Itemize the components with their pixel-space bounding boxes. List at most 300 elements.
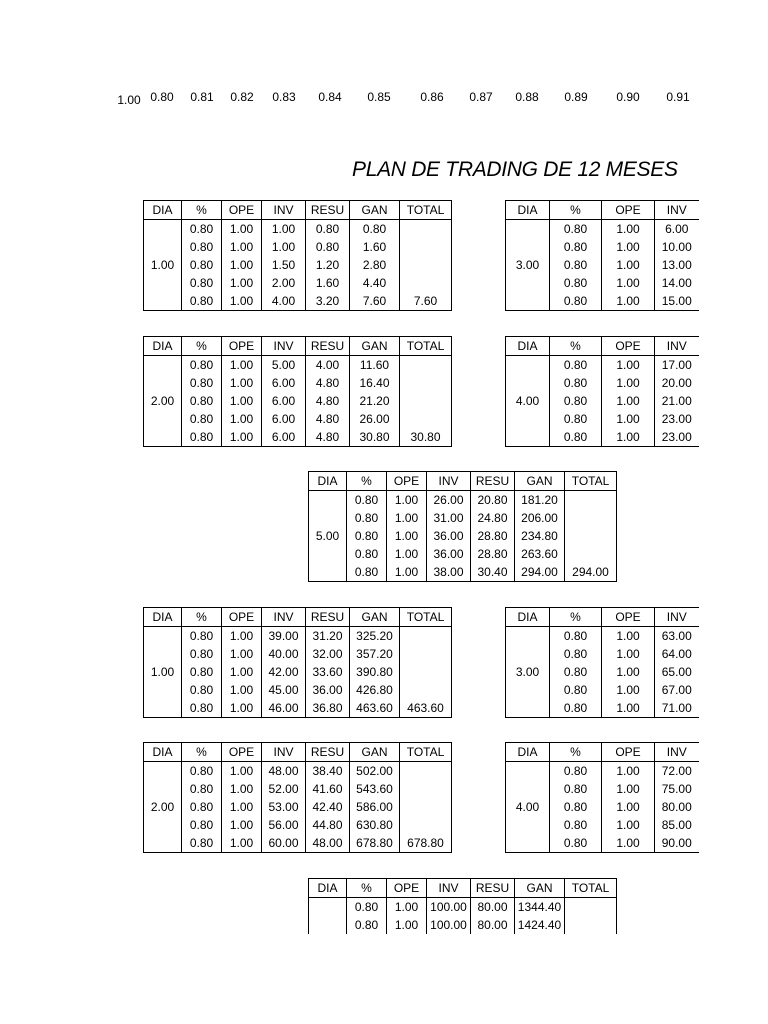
inv-cell: 52.00 — [262, 780, 306, 798]
inv-cell: 36.00 — [427, 545, 471, 563]
ope-cell: 1.00 — [602, 645, 655, 663]
ope-cell: 1.00 — [222, 681, 262, 699]
dia-header: DIA — [506, 608, 550, 627]
inv-cell: 40.00 — [262, 645, 306, 663]
percent-cell: 0.80 — [182, 663, 222, 681]
percent-header: % — [347, 472, 387, 491]
resu-cell: 31.20 — [306, 627, 350, 646]
table-row — [506, 356, 699, 375]
percent-header: % — [347, 879, 387, 898]
gan-cell: 181.20 — [515, 491, 565, 510]
ope-header: OPE — [222, 743, 262, 762]
inv-cell: 36.00 — [427, 527, 471, 545]
ope-cell: 1.00 — [602, 392, 655, 410]
table-header-row — [506, 337, 699, 356]
inv-cell: 53.00 — [262, 798, 306, 816]
dia-cell: 3.00 — [506, 627, 550, 718]
inv-cell: 26.00 — [427, 491, 471, 510]
ope-cell: 1.00 — [222, 699, 262, 718]
trading-table-day-1-a — [143, 200, 452, 311]
resu-cell: 4.80 — [306, 392, 350, 410]
percent-header: % — [550, 201, 602, 220]
ope-cell: 1.00 — [222, 428, 262, 447]
table-header-row — [506, 201, 699, 220]
resu-cell: 4.80 — [306, 374, 350, 392]
percent-cell: 0.80 — [182, 780, 222, 798]
ope-header: OPE — [602, 201, 655, 220]
gan-cell: 543.60 — [350, 780, 400, 798]
ope-cell: 1.00 — [222, 392, 262, 410]
inv-cell: 20.00 — [655, 374, 699, 392]
inv-cell: 6.00 — [262, 410, 306, 428]
total-header: TOTAL — [400, 337, 452, 356]
trading-table-day-3-b — [505, 607, 699, 718]
inv-cell: 56.00 — [262, 816, 306, 834]
dia-cell: 2.00 — [144, 356, 182, 447]
inv-cell: 42.00 — [262, 663, 306, 681]
inv-header: INV — [427, 472, 471, 491]
inv-cell: 17.00 — [655, 356, 699, 375]
table-row — [144, 627, 452, 646]
inv-cell: 65.00 — [655, 663, 699, 681]
percent-cell: 0.80 — [550, 681, 602, 699]
dia-header: DIA — [144, 201, 182, 220]
inv-cell: 13.00 — [655, 256, 699, 274]
percent-header: % — [550, 743, 602, 762]
ope-cell: 1.00 — [602, 274, 655, 292]
total-cell: 7.60 — [400, 220, 452, 311]
resu-cell: 33.60 — [306, 663, 350, 681]
percent-cell: 0.80 — [550, 374, 602, 392]
table-header-row — [309, 879, 617, 898]
ope-cell: 1.00 — [602, 762, 655, 781]
ope-cell: 1.00 — [387, 563, 427, 582]
ope-cell: 1.00 — [387, 898, 427, 917]
table-row — [144, 356, 452, 375]
table-header-row — [144, 608, 452, 627]
trading-table-day-2-b — [143, 742, 452, 853]
ope-cell: 1.00 — [602, 798, 655, 816]
inv-cell: 14.00 — [655, 274, 699, 292]
top-row-value: 1.00 — [117, 93, 141, 107]
dia-cell: 5.00 — [309, 491, 347, 582]
inv-cell: 10.00 — [655, 238, 699, 256]
ope-cell: 1.00 — [602, 627, 655, 646]
percent-cell: 0.80 — [182, 762, 222, 781]
ope-cell: 1.00 — [602, 699, 655, 718]
gan-cell: 678.80 — [350, 834, 400, 853]
ope-cell: 1.00 — [602, 816, 655, 834]
ope-cell: 1.00 — [222, 762, 262, 781]
dia-header: DIA — [144, 743, 182, 762]
percent-cell: 0.80 — [182, 816, 222, 834]
gan-cell: 206.00 — [515, 509, 565, 527]
gan-header: GAN — [350, 201, 400, 220]
gan-header: GAN — [350, 743, 400, 762]
total-header: TOTAL — [565, 472, 617, 491]
ope-cell: 1.00 — [222, 374, 262, 392]
percent-cell: 0.80 — [550, 238, 602, 256]
resu-cell: 36.80 — [306, 699, 350, 718]
percent-cell: 0.80 — [347, 509, 387, 527]
table-header-row — [144, 743, 452, 762]
inv-cell: 1.00 — [262, 220, 306, 239]
table-header-row — [309, 472, 617, 491]
percent-cell: 0.80 — [550, 220, 602, 239]
ope-cell: 1.00 — [222, 834, 262, 853]
percent-cell: 0.80 — [182, 627, 222, 646]
inv-header: INV — [262, 337, 306, 356]
ope-cell: 1.00 — [222, 663, 262, 681]
table-row — [144, 220, 452, 239]
gan-cell: 26.00 — [350, 410, 400, 428]
ope-cell: 1.00 — [222, 780, 262, 798]
gan-cell: 4.40 — [350, 274, 400, 292]
table-row — [506, 627, 699, 646]
gan-cell: 30.80 — [350, 428, 400, 447]
resu-cell: 4.00 — [306, 356, 350, 375]
ope-cell: 1.00 — [602, 238, 655, 256]
gan-cell: 7.60 — [350, 292, 400, 311]
total-cell: 463.60 — [400, 627, 452, 718]
total-header: TOTAL — [400, 201, 452, 220]
inv-header: INV — [655, 743, 699, 762]
percent-cell: 0.80 — [182, 699, 222, 718]
inv-cell: 67.00 — [655, 681, 699, 699]
inv-header: INV — [655, 608, 699, 627]
top-row-value: 0.81 — [190, 90, 214, 104]
gan-cell: 502.00 — [350, 762, 400, 781]
percent-cell: 0.80 — [550, 410, 602, 428]
table-row — [309, 491, 617, 510]
table-header-row — [144, 337, 452, 356]
top-row-value: 0.83 — [272, 90, 296, 104]
inv-cell: 85.00 — [655, 816, 699, 834]
percent-cell: 0.80 — [550, 780, 602, 798]
percent-cell: 0.80 — [347, 545, 387, 563]
percent-cell: 0.80 — [182, 834, 222, 853]
table-header-row — [506, 743, 699, 762]
trading-table-day-4-a — [505, 336, 699, 447]
ope-header: OPE — [222, 608, 262, 627]
percent-cell: 0.80 — [182, 392, 222, 410]
inv-cell: 100.00 — [427, 916, 471, 934]
gan-cell: 11.60 — [350, 356, 400, 375]
gan-cell: 16.40 — [350, 374, 400, 392]
ope-cell: 1.00 — [222, 798, 262, 816]
percent-header: % — [182, 743, 222, 762]
inv-header: INV — [427, 879, 471, 898]
percent-cell: 0.80 — [182, 238, 222, 256]
percent-cell: 0.80 — [347, 491, 387, 510]
top-number-row — [0, 90, 768, 108]
inv-cell: 90.00 — [655, 834, 699, 853]
percent-cell: 0.80 — [550, 392, 602, 410]
gan-cell: 325.20 — [350, 627, 400, 646]
inv-cell: 6.00 — [262, 374, 306, 392]
gan-cell: 294.00 — [515, 563, 565, 582]
ope-header: OPE — [602, 337, 655, 356]
inv-header: INV — [655, 201, 699, 220]
gan-cell: 0.80 — [350, 220, 400, 239]
inv-cell: 80.00 — [655, 798, 699, 816]
ope-header: OPE — [222, 201, 262, 220]
resu-cell: 1.60 — [306, 274, 350, 292]
top-row-value: 0.87 — [469, 90, 493, 104]
resu-cell: 41.60 — [306, 780, 350, 798]
resu-header: RESU — [306, 743, 350, 762]
percent-cell: 0.80 — [182, 798, 222, 816]
resu-cell: 4.80 — [306, 410, 350, 428]
percent-cell: 0.80 — [182, 292, 222, 311]
ope-cell: 1.00 — [222, 410, 262, 428]
ope-cell: 1.00 — [602, 663, 655, 681]
resu-cell: 24.80 — [471, 509, 515, 527]
inv-cell: 21.00 — [655, 392, 699, 410]
percent-cell: 0.80 — [182, 220, 222, 239]
inv-cell: 48.00 — [262, 762, 306, 781]
trading-table-day-1-b — [143, 607, 452, 718]
ope-cell: 1.00 — [222, 816, 262, 834]
ope-cell: 1.00 — [602, 681, 655, 699]
resu-cell: 0.80 — [306, 238, 350, 256]
ope-cell: 1.00 — [222, 256, 262, 274]
resu-cell: 28.80 — [471, 527, 515, 545]
inv-header: INV — [262, 743, 306, 762]
percent-cell: 0.80 — [550, 663, 602, 681]
total-cell: 294.00 — [565, 491, 617, 582]
inv-cell: 31.00 — [427, 509, 471, 527]
dia-header: DIA — [506, 201, 550, 220]
dia-cell: 3.00 — [506, 220, 550, 311]
percent-cell: 0.80 — [550, 256, 602, 274]
percent-cell: 0.80 — [550, 274, 602, 292]
ope-cell: 1.00 — [222, 356, 262, 375]
resu-cell: 38.40 — [306, 762, 350, 781]
dia-cell: 4.00 — [506, 356, 550, 447]
gan-header: GAN — [350, 337, 400, 356]
ope-cell: 1.00 — [602, 220, 655, 239]
dia-cell: 1.00 — [144, 220, 182, 311]
total-header: TOTAL — [400, 743, 452, 762]
inv-cell: 46.00 — [262, 699, 306, 718]
resu-header: RESU — [471, 879, 515, 898]
resu-header: RESU — [306, 201, 350, 220]
ope-cell: 1.00 — [387, 491, 427, 510]
inv-cell: 23.00 — [655, 428, 699, 447]
ope-cell: 1.00 — [602, 428, 655, 447]
percent-cell: 0.80 — [182, 681, 222, 699]
percent-cell: 0.80 — [550, 292, 602, 311]
percent-cell: 0.80 — [182, 645, 222, 663]
gan-cell: 2.80 — [350, 256, 400, 274]
dia-cell: 4.00 — [506, 762, 550, 853]
inv-cell: 6.00 — [262, 428, 306, 447]
percent-cell: 0.80 — [182, 356, 222, 375]
top-row-value: 0.86 — [420, 90, 444, 104]
inv-cell: 45.00 — [262, 681, 306, 699]
dia-header: DIA — [506, 743, 550, 762]
resu-cell: 36.00 — [306, 681, 350, 699]
percent-cell: 0.80 — [550, 762, 602, 781]
ope-cell: 1.00 — [602, 780, 655, 798]
inv-header: INV — [655, 337, 699, 356]
ope-cell: 1.00 — [602, 834, 655, 853]
inv-cell: 2.00 — [262, 274, 306, 292]
percent-header: % — [182, 201, 222, 220]
dia-header: DIA — [144, 337, 182, 356]
gan-header: GAN — [515, 879, 565, 898]
resu-cell: 32.00 — [306, 645, 350, 663]
ope-cell: 1.00 — [602, 410, 655, 428]
resu-header: RESU — [306, 337, 350, 356]
total-cell — [565, 898, 617, 935]
top-row-value: 0.91 — [666, 90, 690, 104]
gan-cell: 586.00 — [350, 798, 400, 816]
percent-cell: 0.80 — [550, 356, 602, 375]
ope-cell: 1.00 — [222, 220, 262, 239]
resu-cell: 1.20 — [306, 256, 350, 274]
percent-header: % — [182, 337, 222, 356]
gan-cell: 1424.40 — [515, 916, 565, 934]
gan-header: GAN — [350, 608, 400, 627]
gan-header: GAN — [515, 472, 565, 491]
percent-cell: 0.80 — [347, 563, 387, 582]
percent-cell: 0.80 — [550, 834, 602, 853]
top-row-value: 0.90 — [616, 90, 640, 104]
inv-header: INV — [262, 608, 306, 627]
inv-cell: 5.00 — [262, 356, 306, 375]
percent-cell: 0.80 — [550, 699, 602, 718]
inv-cell: 4.00 — [262, 292, 306, 311]
percent-header: % — [182, 608, 222, 627]
ope-cell: 1.00 — [387, 527, 427, 545]
gan-cell: 390.80 — [350, 663, 400, 681]
top-row-value: 0.88 — [515, 90, 539, 104]
total-cell: 678.80 — [400, 762, 452, 853]
resu-cell: 3.20 — [306, 292, 350, 311]
top-row-value: 0.89 — [564, 90, 588, 104]
resu-cell: 80.00 — [471, 898, 515, 917]
percent-cell: 0.80 — [182, 410, 222, 428]
dia-header: DIA — [144, 608, 182, 627]
trading-table-day-4-b — [505, 742, 699, 853]
percent-cell: 0.80 — [550, 645, 602, 663]
ope-cell: 1.00 — [387, 916, 427, 934]
total-header: TOTAL — [565, 879, 617, 898]
top-row-value: 0.80 — [150, 90, 174, 104]
table-header-row — [144, 201, 452, 220]
inv-cell: 71.00 — [655, 699, 699, 718]
resu-cell: 0.80 — [306, 220, 350, 239]
percent-cell: 0.80 — [182, 256, 222, 274]
top-row-value: 0.84 — [318, 90, 342, 104]
ope-cell: 1.00 — [602, 374, 655, 392]
percent-header: % — [550, 608, 602, 627]
percent-cell: 0.80 — [347, 527, 387, 545]
gan-cell: 1344.40 — [515, 898, 565, 917]
trading-table-partial — [308, 878, 617, 934]
inv-cell: 75.00 — [655, 780, 699, 798]
page-title: PLAN DE TRADING DE 12 MESES — [352, 158, 678, 181]
percent-cell: 0.80 — [347, 916, 387, 934]
gan-cell: 463.60 — [350, 699, 400, 718]
inv-cell: 1.00 — [262, 238, 306, 256]
resu-cell: 20.80 — [471, 491, 515, 510]
inv-cell: 15.00 — [655, 292, 699, 311]
total-header: TOTAL — [400, 608, 452, 627]
trading-table-day-2-a — [143, 336, 452, 447]
table-row — [506, 762, 699, 781]
dia-header: DIA — [309, 472, 347, 491]
trading-table-day-3-a — [505, 200, 699, 311]
resu-header: RESU — [471, 472, 515, 491]
percent-cell: 0.80 — [182, 374, 222, 392]
inv-cell: 23.00 — [655, 410, 699, 428]
resu-cell: 44.80 — [306, 816, 350, 834]
ope-cell: 1.00 — [222, 627, 262, 646]
resu-cell: 48.00 — [306, 834, 350, 853]
percent-cell: 0.80 — [182, 274, 222, 292]
ope-header: OPE — [387, 879, 427, 898]
gan-cell: 234.80 — [515, 527, 565, 545]
percent-header: % — [550, 337, 602, 356]
resu-header: RESU — [306, 608, 350, 627]
ope-cell: 1.00 — [222, 274, 262, 292]
table-row — [144, 762, 452, 781]
ope-header: OPE — [387, 472, 427, 491]
resu-cell: 30.40 — [471, 563, 515, 582]
dia-cell: 1.00 — [144, 627, 182, 718]
gan-cell: 630.80 — [350, 816, 400, 834]
percent-cell: 0.80 — [550, 428, 602, 447]
resu-cell: 28.80 — [471, 545, 515, 563]
table-header-row — [506, 608, 699, 627]
inv-cell: 63.00 — [655, 627, 699, 646]
table-row — [506, 220, 699, 239]
ope-cell: 1.00 — [222, 645, 262, 663]
percent-cell: 0.80 — [550, 627, 602, 646]
inv-cell: 60.00 — [262, 834, 306, 853]
ope-header: OPE — [222, 337, 262, 356]
gan-cell: 426.80 — [350, 681, 400, 699]
inv-cell: 64.00 — [655, 645, 699, 663]
gan-cell: 1.60 — [350, 238, 400, 256]
table-row — [309, 898, 617, 917]
gan-cell: 357.20 — [350, 645, 400, 663]
resu-cell: 4.80 — [306, 428, 350, 447]
ope-cell: 1.00 — [222, 238, 262, 256]
percent-cell: 0.80 — [182, 428, 222, 447]
ope-header: OPE — [602, 608, 655, 627]
top-row-value: 0.85 — [367, 90, 391, 104]
inv-cell: 38.00 — [427, 563, 471, 582]
ope-cell: 1.00 — [602, 356, 655, 375]
inv-cell: 6.00 — [262, 392, 306, 410]
ope-cell: 1.00 — [387, 545, 427, 563]
dia-header: DIA — [309, 879, 347, 898]
ope-header: OPE — [602, 743, 655, 762]
ope-cell: 1.00 — [602, 256, 655, 274]
resu-cell: 42.40 — [306, 798, 350, 816]
top-row-value: 0.82 — [230, 90, 254, 104]
total-cell: 30.80 — [400, 356, 452, 447]
percent-cell: 0.80 — [550, 798, 602, 816]
inv-header: INV — [262, 201, 306, 220]
gan-cell: 21.20 — [350, 392, 400, 410]
dia-cell — [309, 898, 347, 935]
ope-cell: 1.00 — [602, 292, 655, 311]
